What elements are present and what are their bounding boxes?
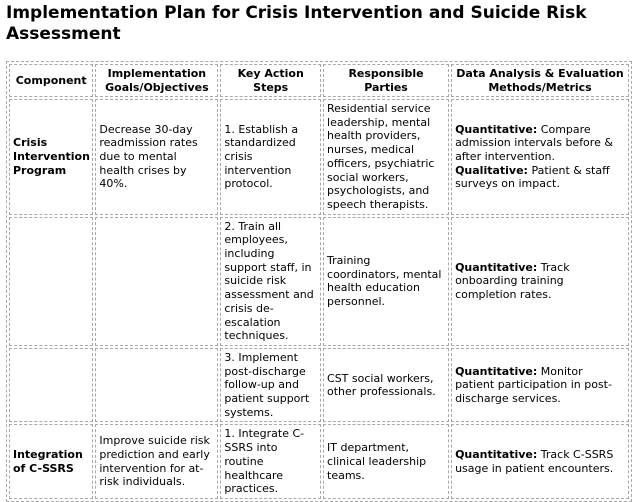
header-responsible-parties: Responsible Parties <box>323 64 449 97</box>
goal-cell <box>95 348 218 423</box>
table-header-row <box>9 64 629 97</box>
component-cell: Crisis Intervention Program <box>9 99 93 215</box>
header-metrics: Data Analysis & Evaluation Methods/Metrics <box>451 64 629 97</box>
parties-cell: Training coordinators, mental health education personnel. <box>323 217 449 346</box>
table-row <box>9 217 629 346</box>
table-row <box>9 99 629 215</box>
component-cell <box>9 217 93 346</box>
metric-text: Monitor patient participation in post-discharge services. <box>455 364 612 406</box>
action-cell: 1. Integrate C-SSRS into routine healthcare practices. <box>220 424 321 499</box>
metric-label: Quantitative: <box>455 260 538 274</box>
component-cell: Integration of C-SSRS <box>9 424 93 499</box>
action-cell: 3. Implement post-discharge follow-up and patient support systems. <box>220 348 321 423</box>
metric-cell <box>451 424 629 499</box>
page-title: Implementation Plan for Crisis Intervention and Suicide Risk Assessment <box>6 3 587 44</box>
action-cell: 2. Train all employees, including support staff, in suicide risk assessment and crisis de-escalation techniques. <box>220 217 321 346</box>
metric-label: Quantitative: <box>455 448 538 462</box>
goal-cell: Decrease 30-day readmission rates due to mental health crises by 40%. <box>95 99 218 215</box>
metric-text: Compare admission intervals before & after intervention. <box>455 122 613 163</box>
metric-text: Track onboarding training completion rates. <box>455 260 570 302</box>
table-row <box>9 348 629 423</box>
metric-cell <box>451 99 629 215</box>
metric-cell <box>451 348 629 423</box>
metric-text: Patient & staff surveys on impact. <box>455 163 610 191</box>
header-goals: Implementation Goals/Objectives <box>95 64 218 97</box>
component-cell <box>9 348 93 423</box>
parties-cell: Residential service leadership, mental health providers, nurses, medical officers, psychiatric social workers, psychologists, and speech therapists. <box>323 99 449 215</box>
goal-cell <box>95 217 218 346</box>
metric-label: Quantitative: <box>455 122 538 136</box>
implementation-plan-table <box>6 61 632 502</box>
table-row <box>9 424 629 499</box>
metric-label: Qualitative: <box>455 163 528 177</box>
metric-text: Track C-SSRS usage in patient encounters. <box>455 448 614 475</box>
goal-cell: Improve suicide risk prediction and early intervention for at-risk individuals. <box>95 424 218 499</box>
metric-label: Quantitative: <box>455 364 538 378</box>
action-cell: 1. Establish a standardized crisis intervention protocol. <box>220 99 321 215</box>
parties-cell: IT department, clinical leadership teams. <box>323 424 449 499</box>
header-action-steps: Key Action Steps <box>220 64 321 97</box>
parties-cell: CST social workers, other professionals. <box>323 348 449 423</box>
metric-cell <box>451 217 629 346</box>
header-component: Component <box>9 64 93 97</box>
